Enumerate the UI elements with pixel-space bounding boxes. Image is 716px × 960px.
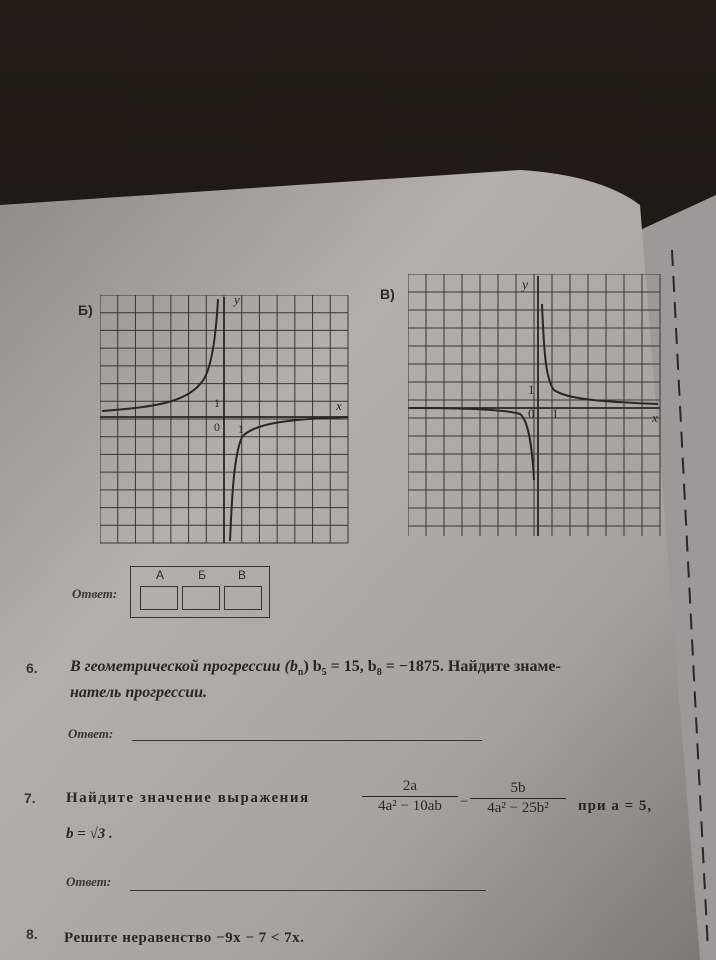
graph-v-unit-y: 1	[528, 382, 535, 397]
answer-cell-b[interactable]	[182, 586, 220, 610]
task-6-text-line2: натель прогрессии.	[70, 684, 208, 701]
graph-b-curve-left	[102, 299, 218, 411]
task-7-frac2-num: 5b	[510, 780, 526, 796]
task-7-frac2	[470, 780, 566, 817]
task-6-text-d: = −1875. Найдите знаме-	[381, 658, 561, 675]
task-7-frac2-bar	[470, 798, 566, 799]
task-6-sub-n: n	[297, 667, 304, 679]
task-6-text-line1	[70, 658, 561, 678]
task-7-frac1-num: 2a	[402, 778, 418, 794]
graph-v-unit-x: 1	[552, 406, 559, 421]
graph-b	[100, 295, 352, 545]
answer-cell-v[interactable]	[224, 586, 262, 610]
task-6-text-c: = 15, b	[326, 658, 377, 675]
task-8-number: 8.	[26, 926, 38, 942]
task-7-condition: при a = 5,	[578, 798, 653, 814]
graph-v-curve-left	[410, 408, 534, 480]
task-6-text-a: В геометрической прогрессии (b	[70, 658, 298, 675]
answer-label-graphs: Ответ:	[72, 586, 118, 601]
task-7-minus: −	[460, 794, 469, 810]
answer-header-a: А	[155, 568, 164, 582]
graph-b-label: Б)	[78, 302, 93, 318]
task-7-frac2-den: 4a² − 25b²	[487, 800, 549, 816]
graph-v-curve-right	[542, 304, 658, 404]
answer-header-b: Б	[198, 568, 206, 582]
task-6-sub-8: 8	[376, 667, 382, 679]
task-6-text-b: ) b	[303, 658, 322, 675]
graph-b-unit-x: 1	[238, 422, 244, 436]
task-6-sub-5: 5	[321, 667, 327, 679]
task-7-frac1	[362, 778, 458, 815]
task-6-answer-label: Ответ:	[68, 726, 114, 741]
answer-cell-a[interactable]	[140, 586, 178, 610]
graph-b-x-label: x	[336, 398, 342, 413]
graph-v-origin: 0	[528, 406, 535, 421]
task-7-frac1-bar	[362, 796, 458, 797]
task-6-answer-line[interactable]	[132, 740, 482, 741]
graph-v-x-label: x	[652, 410, 658, 425]
answer-header-v: В	[237, 568, 246, 582]
task-8-text: Решите неравенство −9x − 7 < 7x.	[64, 930, 305, 946]
task-7-number: 7.	[24, 790, 36, 806]
task-7-condition2: b = √3 .	[66, 826, 113, 842]
graph-v-y-label: y	[522, 278, 529, 293]
graph-b-y-label: y	[234, 292, 240, 307]
task-7-answer-line[interactable]	[130, 890, 486, 891]
task-7-frac1-den: 4a² − 10ab	[378, 798, 442, 814]
task-7-text: Найдите значение выражения	[66, 790, 310, 806]
task-6-number: 6.	[26, 660, 38, 676]
graph-v-label: В)	[380, 286, 395, 302]
task-7-answer-label: Ответ:	[66, 874, 112, 889]
graph-b-unit-y: 1	[214, 396, 220, 410]
graph-v	[408, 274, 664, 538]
graph-b-origin: 0	[214, 420, 220, 434]
